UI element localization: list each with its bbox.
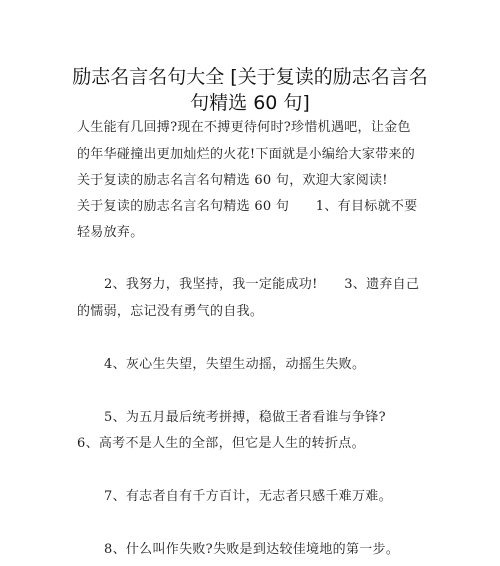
document-title-line-1: 励志名言名句大全 [关于复读的励志名言名: [72, 66, 428, 88]
paragraph-line: 人生能有几回搏?现在不搏更待何时?珍惜机遇吧，让金色: [77, 120, 411, 135]
paragraph-line: 关于复读的励志名言名句精选 60 句，欢迎大家阅读!: [77, 173, 388, 188]
paragraph-line: 6、高考不是人生的全部，但它是人生的转折点。: [77, 436, 365, 451]
paragraph-line: 轻易放弃。: [77, 225, 144, 240]
paragraph-line: 5、为五月最后统考拼搏，稳做王者看谁与争锋?: [104, 410, 386, 425]
paragraph-line: 7、有志者自有千方百计，无志者只感千难万难。: [104, 489, 392, 504]
paragraph-line: 的懦弱，忘记没有勇气的自我。: [77, 304, 264, 319]
paragraph-line: 关于复读的励志名言名句精选 60 句 1、有目标就不要: [77, 199, 418, 214]
document-title-line-2: 句精选 60 句]: [190, 92, 310, 114]
paragraph-line: 2、我努力，我坚持，我一定能成功! 3、遗弃自己: [104, 277, 420, 292]
paragraph-line: 8、什么叫作失败?失败是到达较佳境地的第一步。: [104, 542, 400, 557]
paragraph-line: 的年华碰撞出更加灿烂的火花!下面就是小编给大家带来的: [77, 147, 416, 162]
paragraph-line: 4、灰心生失望，失望生动摇，动摇生失败。: [104, 357, 366, 372]
